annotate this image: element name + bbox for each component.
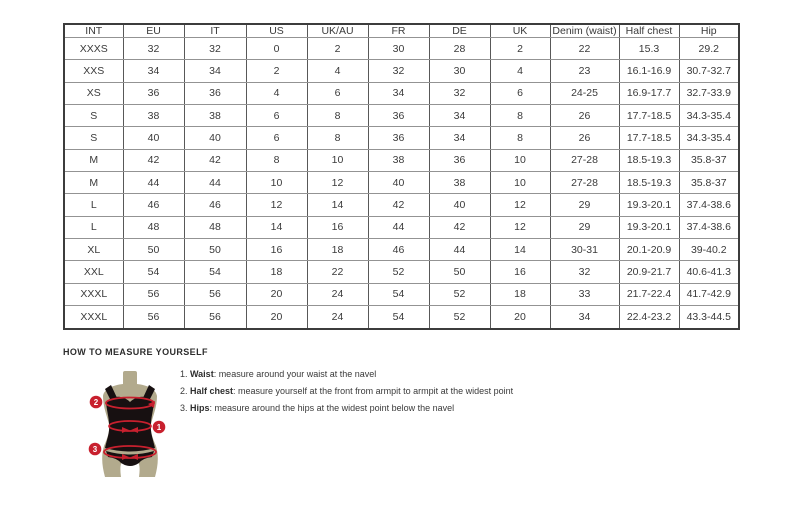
table-cell: 29.2: [679, 38, 739, 60]
table-row: [64, 239, 739, 261]
table-cell: 4: [307, 60, 368, 82]
table-cell: 23: [550, 60, 619, 82]
table-row: [64, 105, 739, 127]
measure-step: [180, 370, 513, 379]
table-cell: 38: [123, 105, 184, 127]
table-cell: 28: [429, 38, 490, 60]
table-cell: 35.8-37: [679, 172, 739, 194]
table-cell: 24: [307, 283, 368, 305]
table-cell: 6: [246, 127, 307, 149]
table-cell: 48: [123, 216, 184, 238]
table-cell: 36: [368, 105, 429, 127]
table-cell: 43.3-44.5: [679, 306, 739, 329]
table-cell: 40.6-41.3: [679, 261, 739, 283]
table-cell: 46: [368, 239, 429, 261]
table-cell: 38: [429, 172, 490, 194]
table-row: [64, 216, 739, 238]
table-cell: 19.3-20.1: [619, 216, 679, 238]
size-chart-table: [63, 23, 740, 330]
table-cell: 8: [307, 105, 368, 127]
step-term: Waist: [190, 369, 214, 379]
table-cell: 24: [307, 306, 368, 329]
badge-1-label: 1: [156, 423, 162, 432]
table-cell: 41.7-42.9: [679, 283, 739, 305]
table-cell: XXXL: [64, 306, 123, 329]
column-header: Denim (waist): [550, 24, 619, 38]
table-cell: 20: [246, 306, 307, 329]
table-row: [64, 149, 739, 171]
table-cell: 16: [246, 239, 307, 261]
column-header: EU: [123, 24, 184, 38]
table-cell: 44: [123, 172, 184, 194]
table-cell: 4: [490, 60, 550, 82]
measure-heading: HOW TO MEASURE YOURSELF: [63, 347, 208, 357]
step-text: : measure around the hips at the widest point below the navel: [209, 403, 455, 413]
table-cell: 42: [123, 149, 184, 171]
step-number: 3.: [180, 403, 191, 413]
table-cell: 8: [246, 149, 307, 171]
column-header: US: [246, 24, 307, 38]
table-cell: 40: [368, 172, 429, 194]
table-cell: 52: [429, 283, 490, 305]
table-cell: 40: [123, 127, 184, 149]
table-cell: 12: [490, 194, 550, 216]
table-cell: 30.7-32.7: [679, 60, 739, 82]
table-cell: 56: [123, 283, 184, 305]
table-cell: 34: [429, 105, 490, 127]
badge-2-label: 2: [93, 398, 99, 407]
table-cell: 2: [307, 38, 368, 60]
table-cell: 42: [368, 194, 429, 216]
table-cell: 54: [123, 261, 184, 283]
step-text: : measure around your waist at the navel: [213, 369, 377, 379]
table-cell: 34: [368, 82, 429, 104]
table-cell: 34.3-35.4: [679, 127, 739, 149]
table-cell: 30: [429, 60, 490, 82]
table-cell: 21.7-22.4: [619, 283, 679, 305]
table-cell: 34: [184, 60, 246, 82]
table-cell: 20.1-20.9: [619, 239, 679, 261]
table-cell: 52: [368, 261, 429, 283]
table-cell: 38: [184, 105, 246, 127]
table-row: [64, 194, 739, 216]
table-cell: 32: [429, 82, 490, 104]
table-cell: 19.3-20.1: [619, 194, 679, 216]
step-term: Hips: [190, 403, 210, 413]
table-cell: 36: [368, 127, 429, 149]
table-cell: L: [64, 194, 123, 216]
size-chart-body: [64, 38, 739, 330]
table-cell: 44: [368, 216, 429, 238]
table-cell: 18.5-19.3: [619, 149, 679, 171]
table-cell: 18: [246, 261, 307, 283]
table-cell: 27-28: [550, 172, 619, 194]
table-row: [64, 261, 739, 283]
table-cell: 0: [246, 38, 307, 60]
table-cell: 30-31: [550, 239, 619, 261]
table-cell: S: [64, 127, 123, 149]
table-cell: 6: [307, 82, 368, 104]
table-cell: 44: [429, 239, 490, 261]
size-chart-head: [64, 24, 739, 38]
table-cell: 2: [246, 60, 307, 82]
table-cell: 15.3: [619, 38, 679, 60]
table-cell: 36: [429, 149, 490, 171]
table-cell: 18: [307, 239, 368, 261]
table-cell: 8: [490, 105, 550, 127]
table-cell: 39-40.2: [679, 239, 739, 261]
table-cell: 26: [550, 105, 619, 127]
table-cell: 50: [123, 239, 184, 261]
table-cell: 16: [490, 261, 550, 283]
measure-step: [180, 387, 513, 396]
column-header: IT: [184, 24, 246, 38]
measure-steps: [180, 370, 513, 421]
table-cell: 14: [307, 194, 368, 216]
table-cell: 36: [184, 82, 246, 104]
badge-half-chest: [90, 396, 103, 409]
table-cell: 20: [246, 283, 307, 305]
table-row: [64, 38, 739, 60]
table-cell: 17.7-18.5: [619, 127, 679, 149]
table-cell: 56: [184, 306, 246, 329]
table-cell: 6: [246, 105, 307, 127]
table-cell: 40: [184, 127, 246, 149]
table-cell: 27-28: [550, 149, 619, 171]
table-cell: 52: [429, 306, 490, 329]
table-row: [64, 283, 739, 305]
table-cell: M: [64, 149, 123, 171]
table-row: [64, 172, 739, 194]
table-cell: 54: [368, 283, 429, 305]
table-cell: 35.8-37: [679, 149, 739, 171]
table-cell: 2: [490, 38, 550, 60]
table-cell: 16.9-17.7: [619, 82, 679, 104]
table-cell: 10: [246, 172, 307, 194]
table-cell: 54: [184, 261, 246, 283]
table-cell: XL: [64, 239, 123, 261]
step-number: 2.: [180, 386, 191, 396]
table-cell: 44: [184, 172, 246, 194]
table-row: [64, 127, 739, 149]
table-cell: 22: [550, 38, 619, 60]
table-cell: 18: [490, 283, 550, 305]
table-cell: 12: [307, 172, 368, 194]
table-cell: 56: [184, 283, 246, 305]
column-header: Half chest: [619, 24, 679, 38]
table-cell: 30: [368, 38, 429, 60]
step-term: Half chest: [190, 386, 234, 396]
table-cell: 16: [307, 216, 368, 238]
table-cell: XXXL: [64, 283, 123, 305]
table-cell: 46: [184, 194, 246, 216]
column-header: Hip: [679, 24, 739, 38]
table-cell: 6: [490, 82, 550, 104]
table-cell: 34: [429, 127, 490, 149]
table-cell: 42: [184, 149, 246, 171]
table-cell: 8: [307, 127, 368, 149]
mannequin-illustration: [70, 366, 190, 486]
step-text: : measure yourself at the front from armpit to armpit at the widest point: [233, 386, 514, 396]
badge-3-label: 3: [92, 445, 98, 454]
table-cell: 34: [550, 306, 619, 329]
table-cell: 34: [123, 60, 184, 82]
table-cell: 32: [184, 38, 246, 60]
step-number: 1.: [180, 369, 191, 379]
table-cell: 33: [550, 283, 619, 305]
table-cell: 50: [184, 239, 246, 261]
table-cell: 32: [550, 261, 619, 283]
table-cell: 10: [307, 149, 368, 171]
table-cell: 56: [123, 306, 184, 329]
table-cell: 37.4-38.6: [679, 194, 739, 216]
table-cell: L: [64, 216, 123, 238]
table-cell: 20: [490, 306, 550, 329]
table-cell: 50: [429, 261, 490, 283]
table-cell: 42: [429, 216, 490, 238]
table-cell: 12: [490, 216, 550, 238]
column-header: INT: [64, 24, 123, 38]
table-cell: 36: [123, 82, 184, 104]
table-cell: 18.5-19.3: [619, 172, 679, 194]
table-cell: 14: [490, 239, 550, 261]
table-cell: 4: [246, 82, 307, 104]
table-cell: 46: [123, 194, 184, 216]
table-row: [64, 82, 739, 104]
table-cell: 12: [246, 194, 307, 216]
table-cell: 29: [550, 194, 619, 216]
table-cell: 22.4-23.2: [619, 306, 679, 329]
table-cell: 37.4-38.6: [679, 216, 739, 238]
table-cell: 34.3-35.4: [679, 105, 739, 127]
table-row: [64, 60, 739, 82]
column-header: UK/AU: [307, 24, 368, 38]
badge-waist: [153, 421, 166, 434]
column-header: FR: [368, 24, 429, 38]
column-header: UK: [490, 24, 550, 38]
table-cell: 10: [490, 172, 550, 194]
header-row: [64, 24, 739, 38]
table-cell: 29: [550, 216, 619, 238]
table-cell: M: [64, 172, 123, 194]
table-cell: 38: [368, 149, 429, 171]
table-cell: 10: [490, 149, 550, 171]
table-cell: XXL: [64, 261, 123, 283]
badge-hips: [89, 443, 102, 456]
measure-step: [180, 404, 513, 413]
table-row: [64, 306, 739, 329]
table-cell: 16.1-16.9: [619, 60, 679, 82]
table-cell: 8: [490, 127, 550, 149]
column-header: DE: [429, 24, 490, 38]
table-cell: 14: [246, 216, 307, 238]
table-cell: S: [64, 105, 123, 127]
table-cell: XXXS: [64, 38, 123, 60]
table-cell: 20.9-21.7: [619, 261, 679, 283]
table-cell: 32: [123, 38, 184, 60]
table-cell: 54: [368, 306, 429, 329]
table-cell: 17.7-18.5: [619, 105, 679, 127]
table-cell: 26: [550, 127, 619, 149]
table-cell: XXS: [64, 60, 123, 82]
table-cell: 32: [368, 60, 429, 82]
table-cell: 48: [184, 216, 246, 238]
table-cell: 24-25: [550, 82, 619, 104]
table-cell: 22: [307, 261, 368, 283]
table-cell: XS: [64, 82, 123, 104]
table-cell: 40: [429, 194, 490, 216]
table-cell: 32.7-33.9: [679, 82, 739, 104]
